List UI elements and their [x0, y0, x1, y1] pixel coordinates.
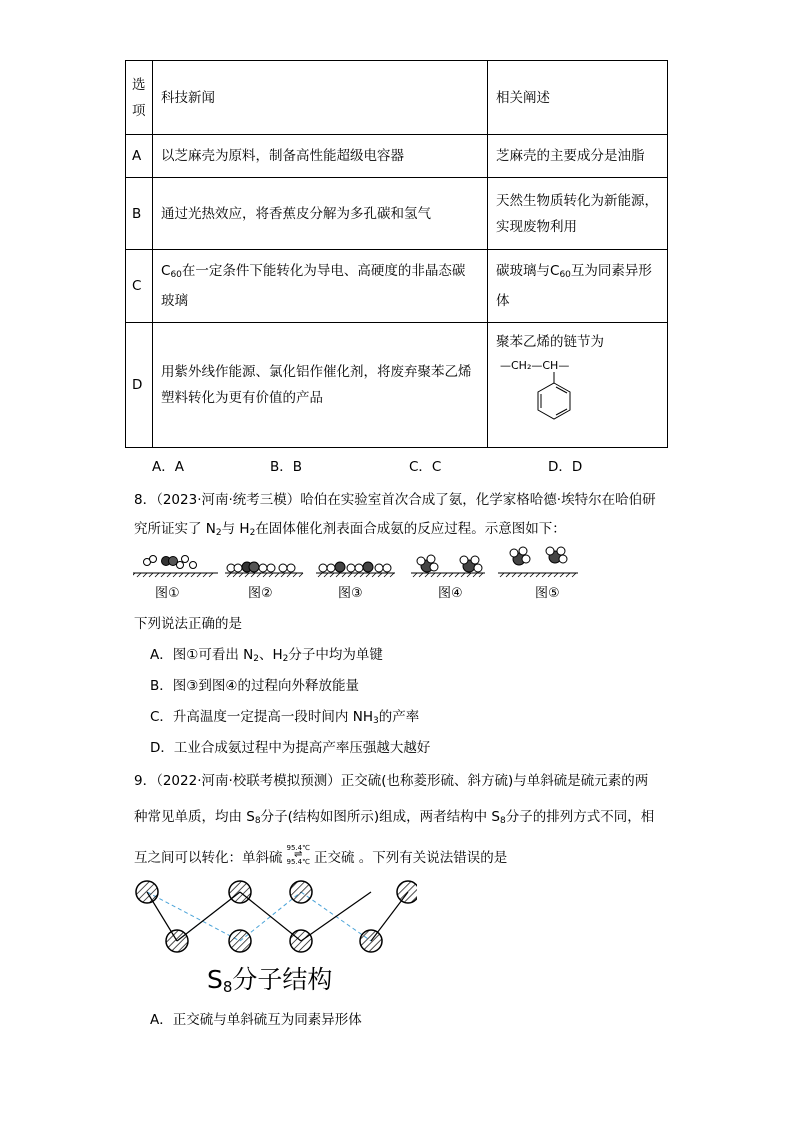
fig-label-3: 图③	[338, 586, 363, 601]
row-desc: 芝麻壳的主要成分是油脂	[488, 135, 668, 178]
fig-label-4: 图④	[438, 586, 463, 601]
row-news: $C_{60}$在一定条件下能转化为导电、高硬度的非晶态碳 玻璃	[153, 250, 488, 323]
row-news: 以芝麻壳为原料，制备高性能超级电容器	[153, 135, 488, 178]
q8-line1: 8．（2023·河南·统考三模）哈伯在实验室首次合成了氨，化学家格哈德·埃特尔在哈伯研	[134, 492, 656, 508]
q8-question: 下列说法正确的是	[134, 616, 242, 632]
q9-line2: 种常见单质，均由 $S_8$分子(结构如图所示)组成，两者结构中 $S_8$分子的排列方式不同，相	[134, 809, 655, 826]
fig-label-1: 图①	[155, 586, 180, 601]
polystyrene-structure	[496, 357, 606, 425]
row-option: D	[126, 323, 153, 448]
q8-line2: 究所证实了 $N_2$与 $H_2$在固体催化剂表面合成氨的反应过程。示意图如下：	[134, 521, 566, 538]
table-header-row	[126, 61, 668, 135]
s8-figure-label: $S_8$分子结构	[207, 965, 333, 996]
haber-process-diagram	[133, 545, 593, 605]
row-option: A	[126, 135, 153, 178]
header-option: 选 项	[126, 61, 153, 135]
table-row	[126, 178, 668, 250]
q8-option-d[interactable]: D．工业合成氨过程中为提高产率压强越大越好	[150, 740, 431, 756]
answer-a[interactable]: A．A	[152, 459, 184, 475]
q7-table	[125, 60, 668, 448]
q8-option-a[interactable]: A．图①可看出 $N_2$、$H_2$分子中均为单键	[150, 647, 383, 664]
q7-answers	[152, 455, 672, 475]
row-news: 用紫外线作能源、氯化铝作催化剂，将废弃聚苯乙烯 塑料转化为更有价值的产品	[153, 323, 488, 448]
header-news: 科技新闻	[153, 61, 488, 135]
row-option: C	[126, 250, 153, 323]
table-row	[126, 135, 668, 178]
q9-option-a[interactable]: A．正交硫与单斜硫互为同素异形体	[150, 1012, 362, 1028]
fig-label-5: 图⑤	[535, 586, 560, 601]
fig-label-2: 图②	[248, 586, 273, 601]
row-option: B	[126, 178, 153, 250]
header-desc: 相关阐述	[488, 61, 668, 135]
row-news: 通过光热效应，将香蕉皮分解为多孔碳和氢气	[153, 178, 488, 250]
table-row	[126, 323, 668, 448]
equilibrium-arrow-icon: 95.4℃ ⇌ 95.4℃	[286, 844, 310, 866]
answer-b[interactable]: B．B	[270, 459, 303, 475]
answer-d[interactable]: D．D	[548, 459, 583, 475]
answer-c[interactable]: C．C	[409, 459, 442, 475]
row-desc: 聚苯乙烯的链节为 —CH₂—CH—	[488, 323, 668, 448]
row-desc: 天然生物质转化为新能源， 实现废物利用	[488, 178, 668, 250]
row-desc: 碳玻璃与$C_{60}$互为同素异形 体	[488, 250, 668, 323]
q8-option-c[interactable]: C．升高温度一定提高一段时间内 $NH_3$的产率	[150, 709, 420, 726]
q9-line1: 9．（2022·河南·校联考模拟预测）正交硫(也称菱形硫、斜方硫)与单斜硫是硫元素的两	[134, 773, 649, 789]
q8-option-b[interactable]: B．图③到图④的过程向外释放能量	[150, 678, 359, 694]
table-row	[126, 250, 668, 323]
q9-line3: 互之间可以转化：单斜硫95.4℃ ⇌ 95.4℃ 正交硫 。下列有关说法错误的是	[134, 844, 508, 866]
s8-molecule-diagram	[127, 875, 417, 965]
poly-formula-text: —CH₂—CH—	[500, 359, 570, 372]
